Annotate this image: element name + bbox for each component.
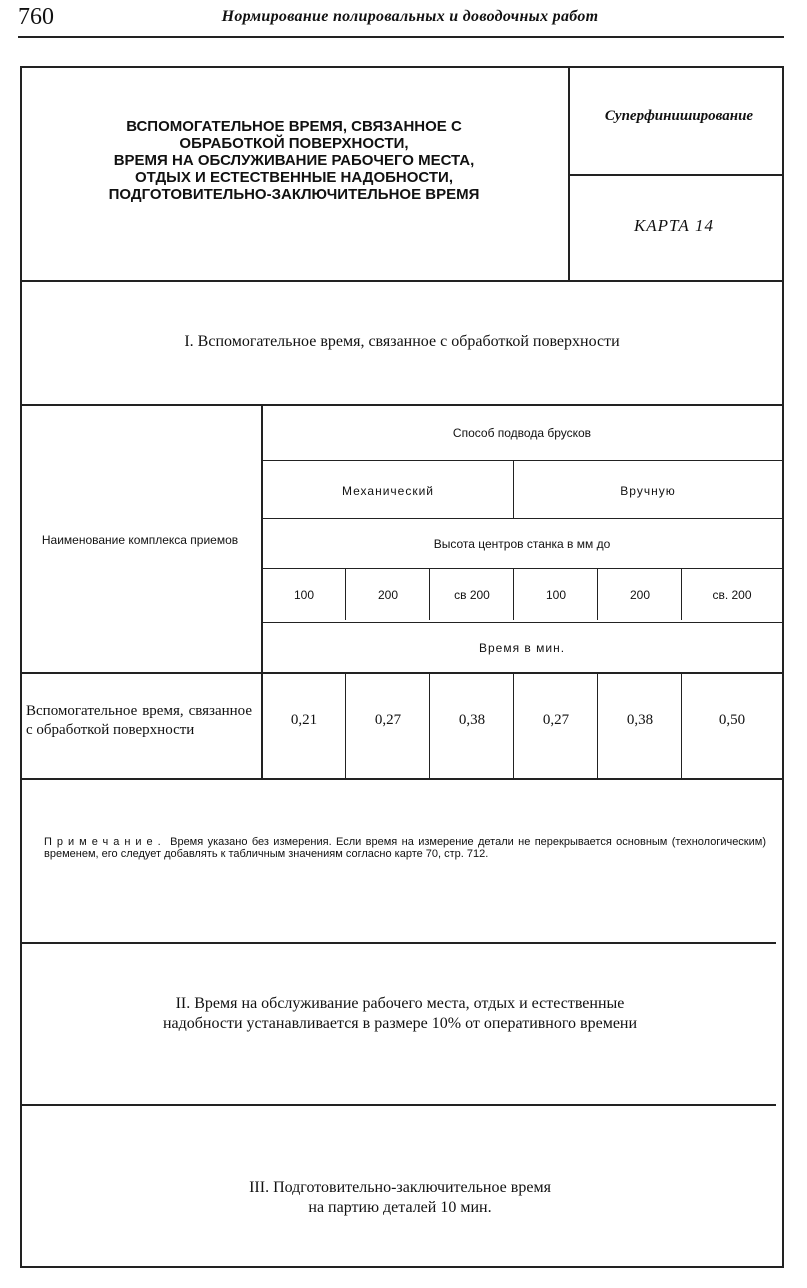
frame-bottom bbox=[20, 1266, 784, 1268]
time-value: 0,27 bbox=[542, 712, 570, 728]
table-top-rule bbox=[20, 404, 782, 406]
table-col-divider bbox=[513, 674, 514, 778]
title-bottom-rule bbox=[20, 280, 782, 282]
row-header-label: Наименование комплекса приемов bbox=[41, 532, 239, 547]
method-mechanical: Механический bbox=[342, 484, 434, 498]
title-line: ВСПОМОГАТЕЛЬНОЕ ВРЕМЯ, СВЯЗАННОЕ С bbox=[126, 118, 462, 135]
time-header: Время в мин. bbox=[478, 641, 566, 655]
section-2-line: II. Время на обслуживание рабочего места, отдых и естественные bbox=[175, 995, 625, 1012]
table-rule bbox=[263, 622, 782, 623]
frame-right bbox=[782, 66, 784, 1266]
table-rule bbox=[263, 518, 782, 519]
height-cell: 100 bbox=[545, 588, 567, 602]
note-label: Примечание. bbox=[44, 836, 166, 848]
subject-rule bbox=[570, 174, 782, 176]
title-line: ПОДГОТОВИТЕЛЬНО-ЗАКЛЮЧИТЕЛЬНОЕ ВРЕМЯ bbox=[108, 186, 480, 203]
table-rule bbox=[263, 568, 782, 569]
section-rule bbox=[20, 1104, 776, 1106]
note bbox=[44, 836, 766, 860]
section-3-text bbox=[60, 1178, 740, 1218]
title-line: ВРЕМЯ НА ОБСЛУЖИВАНИЕ РАБОЧЕГО МЕСТА, bbox=[113, 152, 475, 169]
row-label: Вспомогательное время, связанное с обработкой поверхности bbox=[26, 703, 252, 738]
header-rule bbox=[18, 36, 784, 38]
table-bottom-rule bbox=[20, 778, 782, 780]
table-col-divider bbox=[597, 674, 598, 778]
table-col-divider bbox=[429, 568, 430, 620]
section-1-heading: I. Вспомогательное время, связанное с обработкой поверхности bbox=[184, 333, 620, 350]
height-cell: 200 bbox=[377, 588, 399, 602]
section-3-line: III. Подготовительно-заключительное время bbox=[249, 1179, 551, 1196]
method-divider bbox=[513, 460, 514, 518]
running-title: Нормирование полировальных и доводочных работ bbox=[221, 8, 599, 25]
time-value: 0,38 bbox=[626, 712, 654, 728]
method-header: Способ подвода брусков bbox=[452, 426, 592, 440]
subject-label: Суперфиниширование bbox=[604, 108, 754, 124]
height-cell: 200 bbox=[629, 588, 651, 602]
title-line: ОБРАБОТКОЙ ПОВЕРХНОСТИ, bbox=[179, 135, 409, 152]
time-value: 0,38 bbox=[458, 712, 486, 728]
table-col-divider bbox=[345, 674, 346, 778]
table-col-divider bbox=[429, 674, 430, 778]
note-text: Время указано без измерения. Если время на измерение детали не перекрывается основным (технологическим) временем, его следует добавлять к табличным значениям согласно карте 70, стр. 712. bbox=[44, 836, 766, 860]
height-cell: 100 bbox=[293, 588, 315, 602]
section-2-line: надобности устанавливается в размере 10% от оперативного времени bbox=[162, 1015, 638, 1032]
card-number: КАРТА 14 bbox=[633, 216, 715, 235]
table-col-divider bbox=[681, 568, 682, 620]
page-number: 760 bbox=[18, 4, 54, 30]
height-cell: св. 200 bbox=[712, 588, 752, 602]
time-value: 0,27 bbox=[374, 712, 402, 728]
section-2-text bbox=[60, 994, 740, 1034]
table-col-divider bbox=[597, 568, 598, 620]
title-divider bbox=[568, 66, 570, 280]
frame-top bbox=[20, 66, 784, 68]
table-col-divider bbox=[681, 674, 682, 778]
table-col-divider bbox=[513, 568, 514, 620]
time-value: 0,21 bbox=[290, 712, 318, 728]
card-title bbox=[22, 118, 566, 203]
time-value: 0,50 bbox=[718, 712, 746, 728]
table-rule bbox=[20, 672, 782, 674]
height-header: Высота центров станка в мм до bbox=[433, 537, 611, 551]
table-col-divider bbox=[345, 568, 346, 620]
height-cell: св 200 bbox=[454, 588, 490, 602]
section-rule bbox=[20, 942, 776, 944]
table-rule bbox=[263, 460, 782, 461]
method-manual: Вручную bbox=[620, 484, 676, 498]
section-3-line: на партию деталей 10 мин. bbox=[308, 1199, 492, 1216]
frame-left bbox=[20, 66, 22, 1266]
title-line: ОТДЫХ И ЕСТЕСТВЕННЫЕ НАДОБНОСТИ, bbox=[135, 169, 453, 186]
